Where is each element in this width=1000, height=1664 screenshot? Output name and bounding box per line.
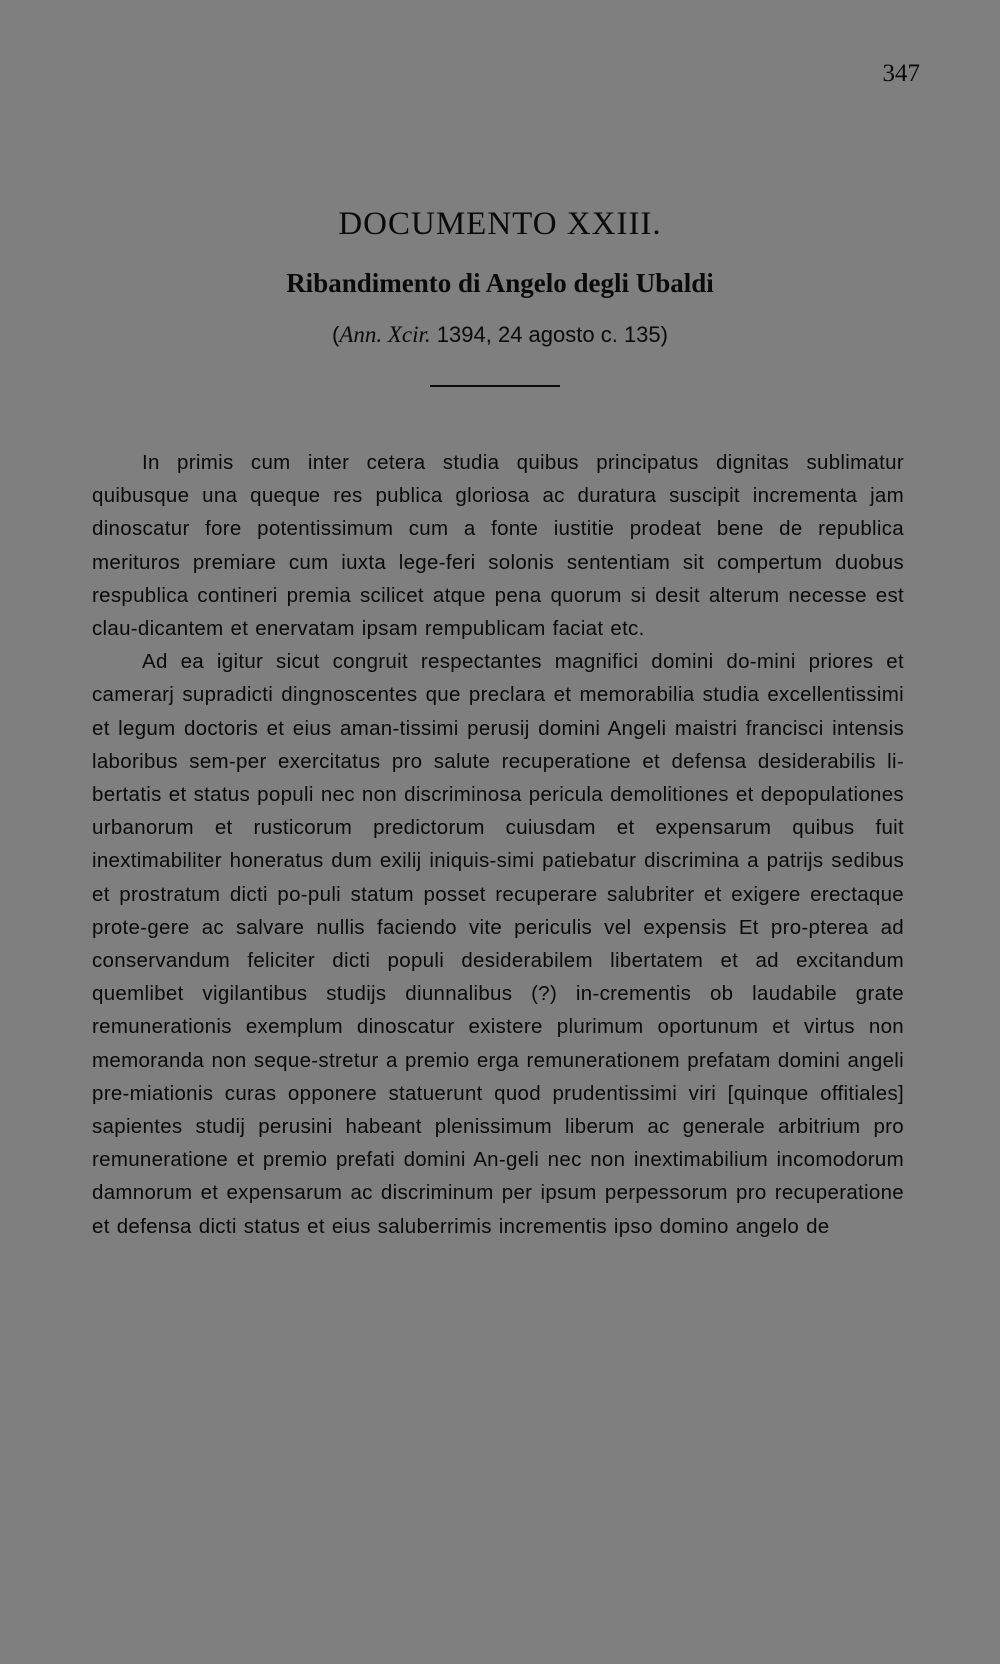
reference-open-paren: ( bbox=[332, 322, 340, 347]
body-paragraph-1: In primis cum inter cetera studia quibus principatus dignitas sublimatur quibusque una queque res publica gloriosa ac duratura suscipit incrementa jam dinoscatur fore potentissimum cum a fonte iustitie prodeat bene de republica merituros premiare cum iuxta lege-feri solonis sententiam sit compertum duobus respublica contineri premia scilicet atque pena quorum si desit alterum necesse est clau-dicantem et enervatam ipsam rempublicam faciat etc. bbox=[92, 451, 904, 641]
reference-source: Ann. Xcir. bbox=[339, 322, 431, 347]
document-body bbox=[92, 446, 904, 1243]
document-title: DOCUMENTO XXIII. bbox=[338, 206, 662, 242]
page-number: 347 bbox=[882, 60, 920, 87]
body-paragraph-2: Ad ea igitur sicut congruit respectantes magnifici domini do-mini priores et camerarj supradicti dingnoscentes que preclara et memorabilia studia excellentissimi et legum doctoris et eius aman-tissimi perusij domini Angeli maistri francisci intensis laboribus sem-per exercitatus pro salute recuperatione et defensa desiderabilis li-bertatis et status populi nec non discriminosa pericula demolitiones et depopulationes urbanorum et rusticorum predictorum cuiusdam et expensarum quibus fuit inextimabiliter honeratus dum exilij iniquis-simi patiebatur discrimina a patrijs sedibus et prostratum dicti po-puli statum posset recuperare salubriter et exigere erectaque prote-gere ac salvare nullis faciendo vite periculis vel expensis Et pro-pterea ad conservandum feliciter dicti populi desiderabilem libertatem et ad excitandum quemlibet vigilantibus studijs diunnalibus (?) in-crementis ob laudabile grate remunerationis exemplum dinoscatur existere plurimum oportunum et virtus non memoranda non seque-stretur a premio erga remunerationem prefatam domini angeli pre-miationis curas opponere statuerunt quod prudentissimi viri [quinque offitiales] sapientes studij perusini habeant plenissimum liberum ac generale arbitrium pro remuneratione et premio prefati domini An-geli nec non inextimabilium incomodorum damnorum et expensarum ac discriminum per ipsum perpessorum pro recuperatione et defensa dicti status et eius saluberrimis incrementis ipso domino angelo de bbox=[92, 650, 904, 1238]
reference-details: 1394, 24 agosto c. 135) bbox=[430, 322, 668, 347]
document-reference bbox=[0, 322, 1000, 348]
title-divider bbox=[430, 385, 560, 387]
document-subtitle: Ribandimento di Angelo degli Ubaldi bbox=[286, 268, 714, 298]
